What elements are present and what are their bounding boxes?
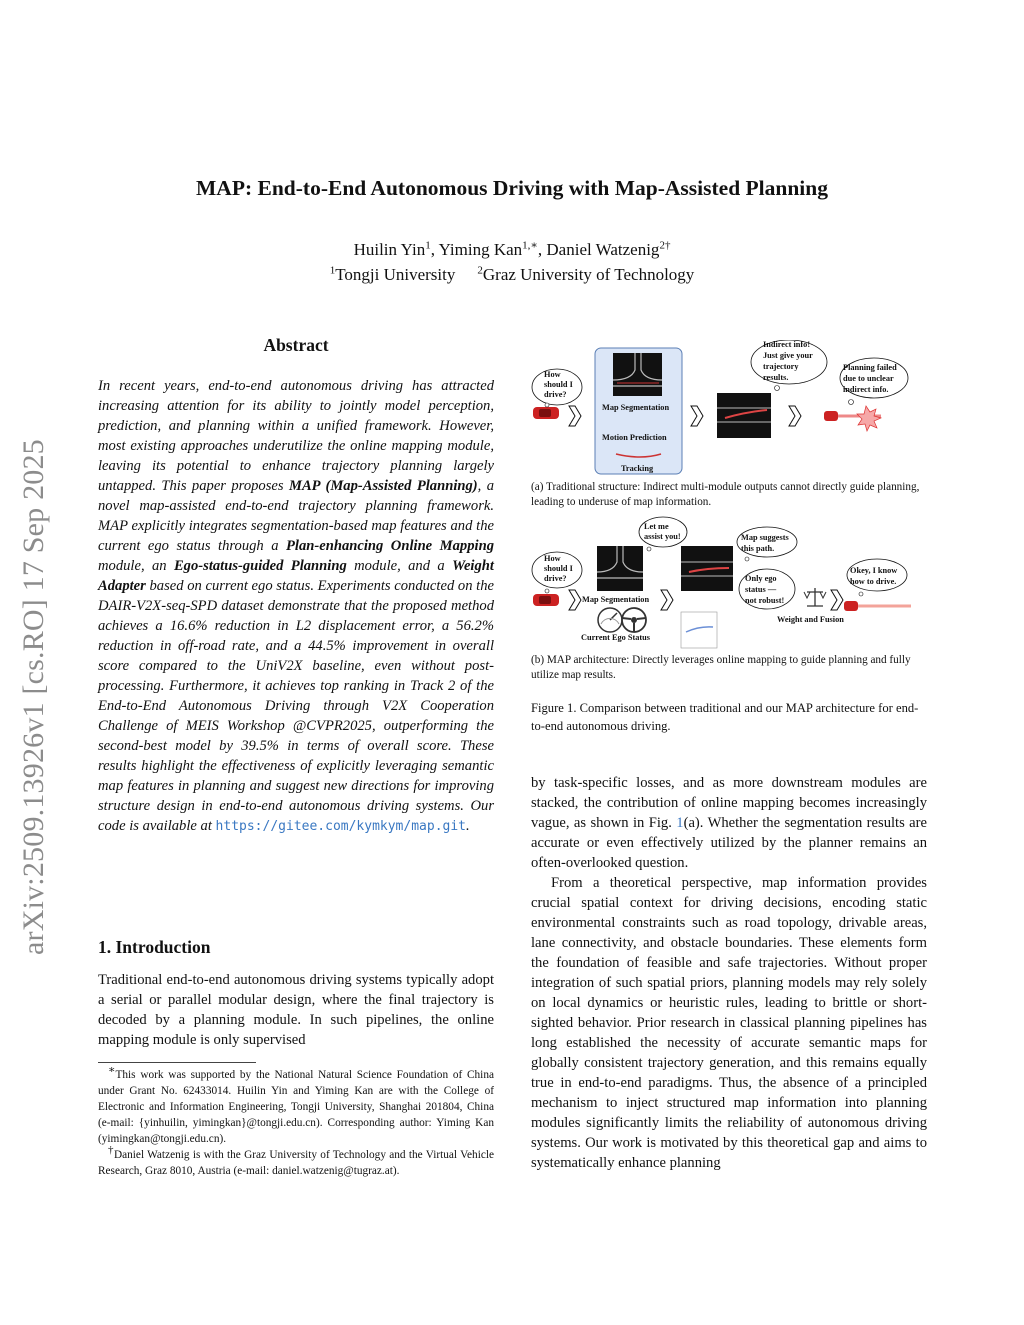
bubble-how-b-line-1: How [544, 554, 561, 563]
ego-status-thumbnail [681, 612, 717, 648]
trajectory-thumbnail-b [681, 546, 733, 591]
author-1-mark: 1 [425, 239, 431, 252]
author-2: Yiming Kan [438, 240, 523, 259]
footnotes [98, 1064, 494, 1179]
author-3-mark: 2† [659, 239, 671, 252]
trajectory-thumbnail-a [717, 393, 771, 438]
label-tracking: Tracking [621, 464, 654, 473]
author-line: Huilin Yin$^1$, Yiming Kan$^{1,∗}$, Daniel Watzenig$^{2\dagger}$ [353, 239, 671, 259]
affiliation-1-mark: 1 [329, 264, 336, 277]
abstract-bold-planning-module: Ego-status-guided Planning [173, 558, 347, 574]
chevron-right-icon [831, 590, 843, 610]
label-current-ego-status: Current Ego Status [581, 633, 650, 642]
balance-scale-icon [804, 588, 826, 606]
abstract-text-2: , a novel map-assisted end-to-end trajectory planning framework. MAP explicitly integrates segmentation-based map features and the current ego status through a [98, 478, 495, 554]
bubble-ok-line-2: how to drive. [850, 577, 897, 586]
figure-1-caption: Figure 1. Comparison between traditional and our MAP architecture for end-to-end autonomous driving. [531, 701, 919, 733]
right-column-body [531, 773, 927, 1173]
bubble-fail-line-2: due to unclear [843, 374, 894, 383]
bubble-how-a-line-1: How [544, 370, 561, 379]
abstract-text-5: based on current ego status. Experiments conducted on the DAIR-V2X-seq-SPD dataset demonstrate that the proposed method achieves a 16.6% reduction in L2 displacement error, a 56.2% reduction in off-road rate, and a 44.5% improvement in overall score compared to the UniV2X baseline, even without post-processing. Furthermore, it achieves top ranking in Track 2 of the End-to-End Autonomous Driving through V2X Cooperation Challenge of MEIS Workshop @CVPR2025, outperforming the second-best model by 39.5% in terms of overall score. These results highlight the effectiveness of explicitly leveraging semantic map features in planning and suggest new directions for improving structure design in end-to-end autonomous driving systems. Our code is available at [98, 578, 494, 834]
figure-1a-caption: (a) Traditional structure: Indirect multi-module outputs cannot directly guide planning, leading to underuse of map information. [531, 481, 920, 508]
code-link[interactable]: https://gitee.com/kymkym/map.git [215, 819, 466, 834]
speedometer-icon [598, 608, 622, 632]
footnote-2 [98, 1144, 494, 1179]
chevron-right-icon [569, 406, 581, 426]
footnote-1 [98, 1064, 494, 1147]
bubble-indirect-line-4: results. [763, 373, 789, 382]
abstract-text-6: . [466, 818, 470, 834]
bubble-fail-line-1: Planning failed [843, 363, 897, 372]
footnote-rule [98, 1062, 256, 1063]
footnote-1-mark: ∗ [108, 1064, 116, 1077]
introduction-heading: 1. Introduction [98, 937, 211, 957]
figure-1b-caption: (b) MAP architecture: Directly leverages online mapping to guide planning and fully utilize map results. [531, 654, 911, 681]
ego-car-b-icon [533, 594, 559, 606]
author-3: Daniel Watzenig [546, 240, 660, 259]
right-p1-text-a: by task-specific losses, and as more downstream modules are stacked, the contribution of online mapping becomes increasingly vague, as shown in Fig. [531, 775, 927, 831]
bubble-planning-failed [840, 358, 908, 405]
bubble-indirect-info [751, 340, 827, 391]
abstract-bold-weight-adapter: Weight Adapter [98, 558, 494, 594]
chevron-right-icon [569, 590, 581, 610]
chevron-right-icon [661, 590, 673, 610]
abstract-body [98, 376, 494, 837]
footnote-1-text: This work was supported by the National Natural Science Foundation of China under Grant No. 62433014. Huilin Yin and Yiming Kan are with the College of Electronic and Information Engineering, Tongji University, Shanghai 201804, China (e-mail: {yinhuilin, yimingkan}@tongji.edu.cn). Corresponding author: Yiming Kan (yimingkan@tongji.edu.cn). [98, 1069, 494, 1145]
map-segmentation-thumbnail-b [597, 546, 643, 591]
bubble-map-suggests [737, 527, 797, 561]
ego-car-a-icon [533, 407, 559, 419]
author-2-mark: 1,∗ [522, 239, 538, 252]
affiliation-line [0, 265, 1024, 285]
right-paragraph-2: From a theoretical perspective, map information provides crucial spatial context for driving decisions, encoding static environmental constraints such as road topology, drivable areas, lane connectivity, and obstacle boundaries. These elements form the foundation of feasible and safe trajectories. Without proper integration of such spatial priors, planning models may rely solely on local dynamics or heuristic rules, leading to brittle or short-sighted behavior. Prior research in classical planning pipelines has long established the necessity of accurate semantic maps for globally consistent trajectory generation, and this remains equally true in end-to-end paradigms. Thus, the absence of a principled mechanism to inject structured map information into planning modules significantly limits the reliability of autonomous driving systems. Our work is motivated by this theoretical gap and aims to systematically enhance planning [531, 875, 927, 1171]
bubble-how-b [532, 552, 582, 593]
bubble-how-a [532, 369, 582, 407]
bubble-ok-line-1: Okey, I know [850, 566, 898, 575]
introduction-paragraph-1: Traditional end-to-end autonomous driving systems typically adopt a serial or parallel modular design, where the final trajectory is decoded by a planning module. In such pipelines, the online mapping module is only supervised [98, 972, 494, 1048]
abstract-text-1: In recent years, end-to-end autonomous driving has attracted increasing attention for its ability to jointly model perception, prediction, and planning within a unified framework. However, most existing approaches underutilize the online mapping module, leaving its potential to enhance trajectory planning largely untapped. This paper proposes [98, 378, 494, 494]
bubble-only-ego-status [739, 569, 795, 609]
abstract-text-4: module, and a [346, 558, 453, 574]
steering-wheel-icon [622, 608, 646, 632]
affiliation-2-mark: 2 [477, 264, 483, 277]
footnote-2-mark: † [108, 1144, 114, 1157]
bubble-assist-you [639, 517, 687, 551]
arxiv-side-stamp: arXiv:2509.13926v1 [cs.RO] 17 Sep 2025 [17, 439, 50, 955]
bubble-suggest-line-1: Map suggests [741, 533, 789, 542]
right-paragraph-1 [531, 773, 927, 873]
bubble-indirect-line-3: trajectory [763, 362, 799, 371]
chevron-right-icon [789, 406, 801, 426]
bubble-how-b-line-3: drive? [544, 574, 567, 583]
bubble-ego-line-3: not robust! [745, 596, 785, 605]
paper-title: MAP: End-to-End Autonomous Driving with Map-Assisted Planning [196, 176, 828, 200]
bubble-ego-line-2: status — [745, 585, 777, 594]
bubble-indirect-line-1: Indirect info! [763, 340, 811, 349]
right-p1-text-b: (a). Whether the segmentation results are accurate or even effectively utilized by the planner remains an often-overlooked question. [531, 815, 927, 871]
abstract-heading: Abstract [263, 335, 329, 355]
bubble-indirect-line-2: Just give your [763, 351, 813, 360]
affiliation-1: Tongji University [335, 265, 456, 284]
map-segmentation-thumbnail-a [613, 353, 662, 396]
footnote-2-text: Daniel Watzenig is with the Graz University of Technology and the Virtual Vehicle Research, Graz 8010, Austria (e-mail: daniel.watzenig@tugraz.at). [98, 1149, 494, 1177]
crash-car-icon [824, 406, 881, 431]
bubble-assist-line-2: assist you! [644, 532, 681, 541]
success-car-icon [844, 601, 911, 611]
bubble-ego-line-1: Only ego [745, 574, 777, 583]
label-weight-and-fusion: Weight and Fusion [777, 615, 844, 624]
abstract-bold-map: MAP (Map-Assisted Planning) [288, 478, 478, 494]
bubble-fail-line-3: indirect info. [843, 385, 889, 394]
bubble-assist-line-1: Let me [644, 522, 669, 531]
label-map-segmentation-b: Map Segmentation [582, 595, 650, 604]
figure-reference-link[interactable]: 1 [676, 815, 684, 831]
bubble-how-b-line-2: should I [544, 564, 573, 573]
bubble-how-a-line-2: should I [544, 380, 573, 389]
label-map-segmentation-a: Map Segmentation [602, 403, 670, 412]
bubble-how-a-line-3: drive? [544, 390, 567, 399]
chevron-right-icon [691, 406, 703, 426]
author-1: Huilin Yin [353, 240, 426, 259]
affiliation-2: Graz University of Technology [482, 265, 695, 284]
label-motion-prediction: Motion Prediction [602, 433, 667, 442]
bubble-okey [847, 559, 907, 596]
bubble-suggest-line-2: this path. [741, 544, 775, 553]
abstract-text-3: module, an [98, 558, 174, 574]
abstract-bold-mapping-module: Plan-enhancing Online Mapping [286, 538, 494, 554]
